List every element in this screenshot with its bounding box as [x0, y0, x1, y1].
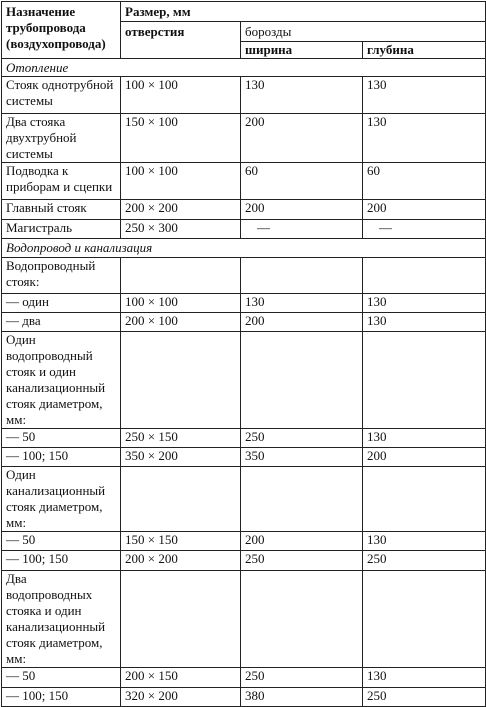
cell-purpose: Магистраль: [2, 220, 121, 239]
header-width: ширина: [241, 42, 363, 59]
table-row: [2, 313, 486, 332]
cell-groove-depth: 130: [363, 313, 486, 332]
cell-groove-width: 250: [241, 668, 363, 688]
cell-opening-size: 250 × 150: [121, 429, 241, 448]
cell-purpose: Стояк однотрубной системы: [2, 77, 121, 114]
cell-groove-width: 60: [241, 163, 363, 200]
cell-purpose: Главный стояк: [2, 200, 121, 220]
cell-groove-width: 200: [241, 532, 363, 551]
table-row: [2, 467, 486, 532]
table-row: [2, 429, 486, 448]
table-row: [2, 77, 486, 114]
cell-groove-depth: 60: [363, 163, 486, 200]
cell-purpose: — один: [2, 294, 121, 313]
cell-purpose: Водопроводный стояк:: [2, 258, 121, 294]
cell-groove-width: 200: [241, 200, 363, 220]
cell-groove-width: [241, 332, 363, 429]
cell-opening-size: 150 × 150: [121, 532, 241, 551]
cell-purpose: Подводка к приборам и сцепки: [2, 163, 121, 200]
table-row: [2, 668, 486, 688]
table-row: [2, 220, 486, 239]
cell-groove-depth: —: [363, 220, 486, 239]
table-row: [2, 448, 486, 467]
cell-opening-size: 100 × 100: [121, 163, 241, 200]
cell-groove-depth: 200: [363, 448, 486, 467]
header-depth: глубина: [363, 42, 486, 59]
section-label: Отопление: [2, 59, 486, 77]
table-row: [2, 258, 486, 294]
cell-opening-size: 350 × 200: [121, 448, 241, 467]
cell-groove-width: 250: [241, 429, 363, 448]
table-row: [2, 532, 486, 551]
header-grooves: борозды: [241, 22, 486, 42]
header-size: Размер, мм: [121, 2, 486, 22]
cell-opening-size: 150 × 100: [121, 114, 241, 163]
header-purpose: Назначение трубопровода (воздухопровода): [2, 2, 121, 59]
cell-groove-width: [241, 258, 363, 294]
cell-groove-depth: 130: [363, 532, 486, 551]
cell-groove-depth: 250: [363, 688, 486, 707]
cell-groove-depth: 130: [363, 77, 486, 114]
section-row: [2, 59, 486, 77]
cell-purpose: — два: [2, 313, 121, 332]
cell-opening-size: 250 × 300: [121, 220, 241, 239]
cell-purpose: Один водопроводный стояк и один канализационный стояк диаметром, мм:: [2, 332, 121, 429]
cell-groove-depth: [363, 258, 486, 294]
cell-purpose: — 50: [2, 532, 121, 551]
cell-opening-size: 100 × 100: [121, 294, 241, 313]
cell-groove-width: 130: [241, 77, 363, 114]
cell-purpose: — 100; 150: [2, 448, 121, 467]
cell-opening-size: 320 × 200: [121, 688, 241, 707]
cell-groove-width: [241, 467, 363, 532]
cell-purpose: Два стояка двухтрубной системы: [2, 114, 121, 163]
cell-opening-size: [121, 332, 241, 429]
cell-groove-width: 200: [241, 313, 363, 332]
cell-groove-depth: 130: [363, 114, 486, 163]
cell-purpose: Один канализационный стояк диаметром, мм:: [2, 467, 121, 532]
cell-groove-depth: 130: [363, 429, 486, 448]
table-row: [2, 200, 486, 220]
cell-groove-depth: 250: [363, 551, 486, 571]
cell-opening-size: [121, 258, 241, 294]
cell-groove-width: 130: [241, 294, 363, 313]
table-row: [2, 332, 486, 429]
table-body: [2, 59, 486, 707]
cell-opening-size: 200 × 150: [121, 668, 241, 688]
table-row: [2, 551, 486, 571]
cell-opening-size: [121, 571, 241, 668]
table-row: [2, 114, 486, 163]
table-row: [2, 688, 486, 707]
cell-purpose: Два водопроводных стояка и один канализационный стояк диаметром, мм:: [2, 571, 121, 668]
cell-groove-depth: 200: [363, 200, 486, 220]
header-holes: отверстия: [121, 22, 241, 59]
cell-groove-width: 380: [241, 688, 363, 707]
cell-groove-width: 250: [241, 551, 363, 571]
table-row: [2, 571, 486, 668]
section-label: Водопровод и канализация: [2, 239, 486, 258]
cell-opening-size: 200 × 100: [121, 313, 241, 332]
cell-groove-depth: 130: [363, 294, 486, 313]
cell-opening-size: 200 × 200: [121, 200, 241, 220]
cell-groove-width: —: [241, 220, 363, 239]
cell-opening-size: [121, 467, 241, 532]
cell-groove-width: 350: [241, 448, 363, 467]
cell-opening-size: 200 × 200: [121, 551, 241, 571]
pipe-opening-size-table: [1, 1, 486, 707]
cell-purpose: — 50: [2, 429, 121, 448]
cell-purpose: — 50: [2, 668, 121, 688]
cell-groove-width: [241, 571, 363, 668]
cell-groove-depth: 130: [363, 668, 486, 688]
cell-purpose: — 100; 150: [2, 551, 121, 571]
section-row: [2, 239, 486, 258]
cell-groove-depth: [363, 332, 486, 429]
cell-groove-depth: [363, 467, 486, 532]
table-row: [2, 163, 486, 200]
cell-purpose: — 100; 150: [2, 688, 121, 707]
cell-opening-size: 100 × 100: [121, 77, 241, 114]
cell-groove-depth: [363, 571, 486, 668]
cell-groove-width: 200: [241, 114, 363, 163]
table-row: [2, 294, 486, 313]
